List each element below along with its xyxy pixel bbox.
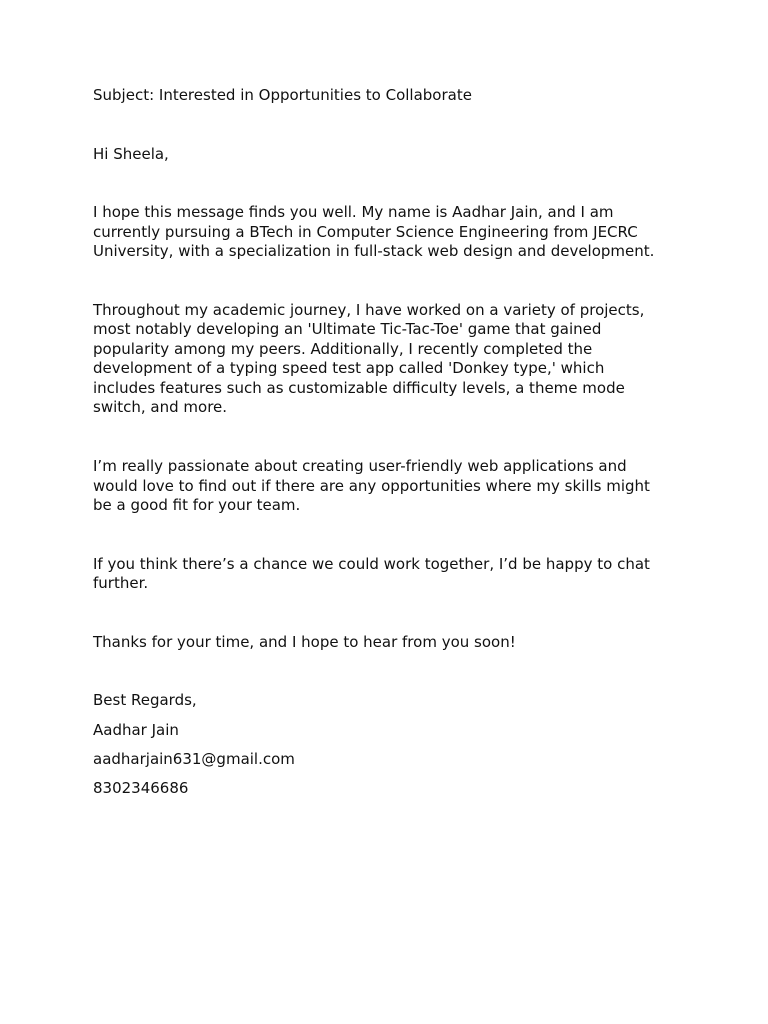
paragraph-line: popularity among my peers. Additionally, I recently completed the — [93, 340, 593, 358]
paragraph-line: would love to find out if there are any opportunities where my skills might — [93, 477, 650, 495]
paragraph-line: further. — [93, 574, 149, 592]
paragraph-line: If you think there’s a chance we could work together, I’d be happy to chat — [93, 555, 650, 573]
paragraph-line: includes features such as customizable difficulty levels, a theme mode — [93, 379, 625, 397]
paragraph-line: Throughout my academic journey, I have worked on a variety of projects, — [93, 301, 645, 319]
paragraph-line: University, with a specialization in full-stack web design and development. — [93, 242, 655, 260]
closing: Best Regards, — [93, 691, 197, 709]
paragraph-line: switch, and more. — [93, 398, 228, 416]
greeting: Hi Sheela, — [93, 145, 169, 163]
paragraph-line: I’m really passionate about creating user-friendly web applications and — [93, 457, 627, 475]
paragraph-line: I hope this message finds you well. My name is Aadhar Jain, and I am — [93, 203, 614, 221]
paragraph-line: be a good fit for your team. — [93, 496, 301, 514]
paragraph-line: development of a typing speed test app called 'Donkey type,' which — [93, 359, 605, 377]
paragraph-line: Thanks for your time, and I hope to hear from you soon! — [93, 633, 516, 651]
sender-name: Aadhar Jain — [93, 721, 179, 739]
paragraph-line: currently pursuing a BTech in Computer Science Engineering from JECRC — [93, 223, 638, 241]
paragraph-line: most notably developing an 'Ultimate Tic-Tac-Toe' game that gained — [93, 320, 602, 338]
sender-email: aadharjain631@gmail.com — [93, 750, 295, 768]
subject-line: Subject: Interested in Opportunities to Collaborate — [93, 86, 472, 104]
sender-phone: 8302346686 — [93, 779, 189, 797]
